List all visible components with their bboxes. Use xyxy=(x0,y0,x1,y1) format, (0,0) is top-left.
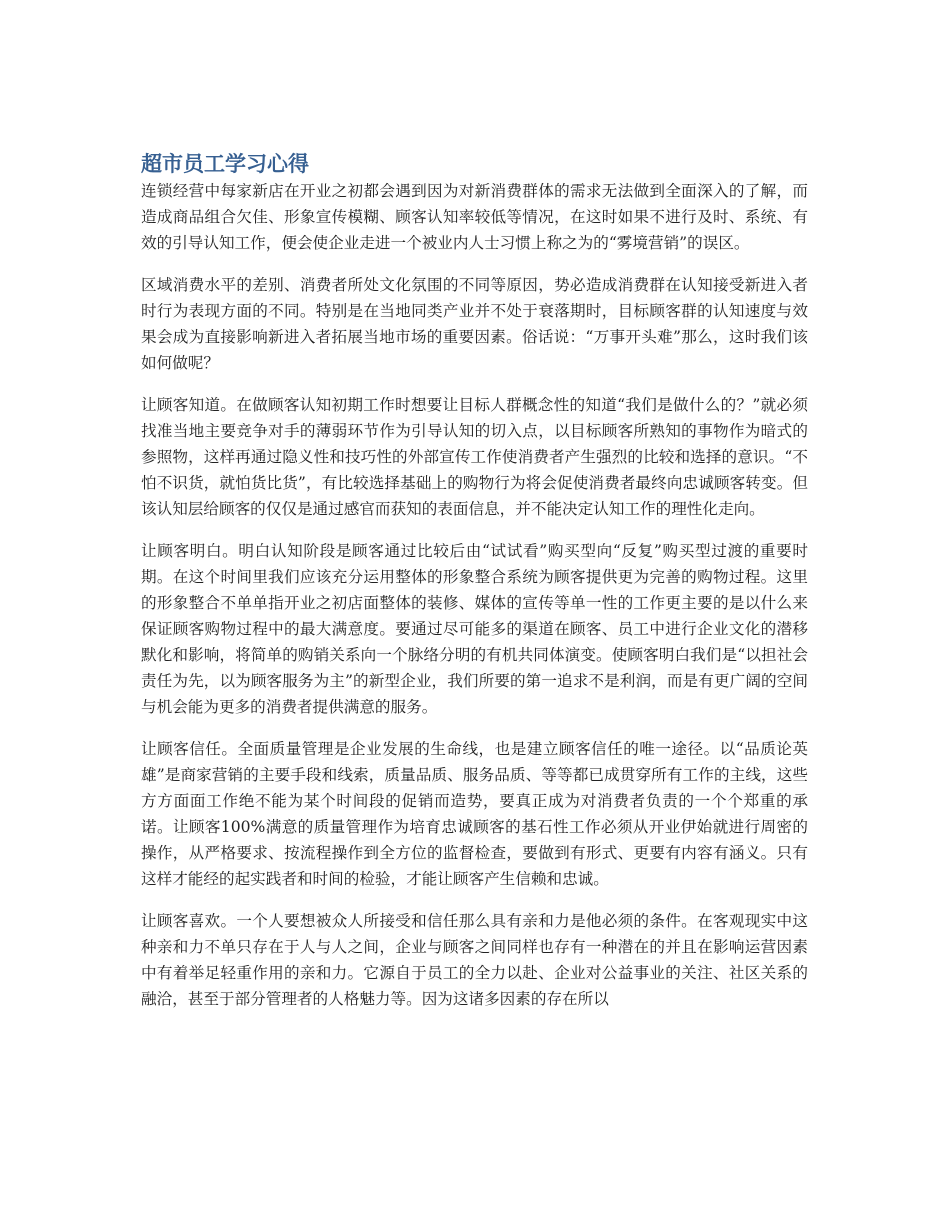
paragraph-let-customers-like: 让顾客喜欢。一个人要想被众人所接受和信任那么具有亲和力是他必须的条件。在客观现实中这种亲和力不单只存在于人与人之间，企业与顾客之间同样也存有一种潜在的并且在影响运营因素中有着举足轻重作用的亲和力。它源自于员工的全力以赴、企业对公益事业的关注、社区关系的融洽，甚至于部分管理者的人格魅力等。因为这诸多因素的存在所以 xyxy=(141,912,808,1008)
paragraph-let-customers-understand: 让顾客明白。明白认知阶段是顾客通过比较后由“试试看”购买型向“反复”购买型过渡的重要时期。在这个时间里我们应该充分运用整体的形象整合系统为顾客提供更为完善的购物过程。这里的形象整合不单单指开业之初店面整体的装修、媒体的宣传等单一性的工作更主要的是以什么来保证顾客购物过程中的最大满意度。要通过尽可能多的渠道在顾客、员工中进行企业文化的潜移默化和影响，将简单的购销关系向一个脉络分明的有机共同体演变。使顾客明白我们是“以担社会责任为先，以为顾客服务为主”的新型企业，我们所要的第一追求不是利润，而是有更广阔的空间与机会能为更多的消费者提供满意的服务。 xyxy=(141,542,808,716)
paragraph-let-customers-know: 让顾客知道。在做顾客认知初期工作时想要让目标人群概念性的知道“我们是做什么的？”就必须找准当地主要竞争对手的薄弱环节作为引导认知的切入点，以目标顾客所熟知的事物作为暗式的参照物，这样再通过隐义性和技巧性的外部宣传工作使消费者产生强烈的比较和选择的意识。“不怕不识货，就怕货比货”，有比较选择基础上的购物行为将会促使消费者最终向忠诚顾客转变。但该认知层给顾客的仅仅是通过感官而获知的表面信息，并不能决定认知工作的理性化走向。 xyxy=(141,396,808,518)
paragraph-let-customers-trust: 让顾客信任。全面质量管理是企业发展的生命线，也是建立顾客信任的唯一途径。以“品质论英雄”是商家营销的主要手段和线索，质量品质、服务品质、等等都已成贯穿所有工作的主线，这些方方面面工作绝不能为某个时间段的促销而造势，要真正成为对消费者负责的一个个郑重的承诺。让顾客100%满意的质量管理作为培育忠诚顾客的基石性工作必须从开业伊始就进行周密的操作，从严格要求、按流程操作到全方位的监督检查，要做到有形式、更要有内容有涵义。只有这样才能经的起实践者和时间的检验，才能让顾客产生信赖和忠诚。 xyxy=(141,740,808,888)
document-page xyxy=(141,150,808,1028)
paragraph-intro: 连锁经营中每家新店在开业之初都会遇到因为对新消费群体的需求无法做到全面深入的了解，而造成商品组合欠佳、形象宣传模糊、顾客认知率较低等情况，在这时如果不进行及时、系统、有效的引导认知工作，便会使企业走进一个被业内人士习惯上称之为的“雾境营销”的误区。 xyxy=(141,182,808,252)
paragraph-regional-difference: 区域消费水平的差别、消费者所处文化氛围的不同等原因，势必造成消费群在认知接受新进入者时行为表现方面的不同。特别是在当地同类产业并不处于衰落期时，目标顾客群的认知速度与效果会成为直接影响新进入者拓展当地市场的重要因素。俗话说：“万事开头难”那么，这时我们该如何做呢？ xyxy=(141,276,808,372)
document-title: 超市员工学习心得 xyxy=(141,152,309,176)
